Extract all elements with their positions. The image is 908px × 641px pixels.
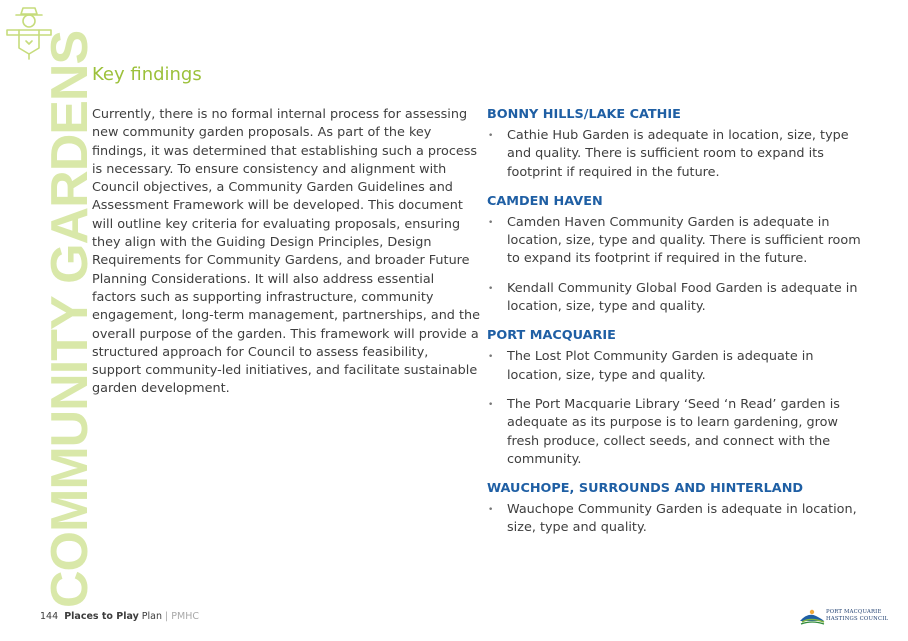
- council-logo-text: [826, 609, 888, 622]
- finding-list: [487, 214, 872, 316]
- document-title-suffix: Plan: [141, 611, 163, 622]
- finding-list: [487, 127, 872, 182]
- page-footer: [40, 611, 199, 622]
- list-item: • Wauchope Community Garden is adequate in location, size, type and quality.: [487, 501, 872, 538]
- section-title: WAUCHOPE, SURROUNDS AND HINTERLAND: [487, 481, 804, 497]
- vertical-title-text: COMMUNITY GARDENS: [41, 30, 99, 608]
- area-section-wauchope: [487, 480, 872, 538]
- logo-line-1: PORT MACQUARIE: [826, 609, 882, 615]
- logo-line-2: HASTINGS COUNCIL: [826, 615, 889, 622]
- section-title: PORT MACQUARIE: [487, 328, 616, 344]
- page-heading: Key findings: [92, 64, 202, 85]
- document-title: Places to Play: [64, 611, 139, 622]
- area-section-camden-haven: [487, 193, 872, 316]
- list-item: • Kendall Community Global Food Garden is adequate in location, size, type and quality.: [487, 280, 872, 317]
- area-section-bonny-hills: [487, 106, 872, 182]
- section-title: BONNY HILLS/LAKE CATHIE: [487, 107, 681, 122]
- finding-list: [487, 501, 872, 538]
- section-title: CAMDEN HAVEN: [487, 193, 603, 209]
- finding-list: [487, 348, 872, 469]
- list-item: • Cathie Hub Garden is adequate in location, size, type and quality. There is sufficient room to expand its footprint if required in the future.: [487, 127, 872, 182]
- vertical-section-title: [0, 30, 99, 610]
- findings-by-area: [487, 106, 872, 549]
- organisation-abbreviation: PMHC: [171, 611, 199, 622]
- list-item: • The Lost Plot Community Garden is adequate in location, size, type and quality.: [487, 348, 872, 385]
- list-item: • Camden Haven Community Garden is adequate in location, size, type and quality. There is sufficient room to expand its footprint if required in the future.: [487, 214, 872, 269]
- area-section-port-macquarie: [487, 327, 872, 469]
- page-number: 144: [40, 611, 59, 622]
- footer-separator: |: [165, 611, 169, 622]
- body-paragraph: Currently, there is no formal internal process for assessing new community garden proposals. As part of the key findings, it was determined that establishing such a process is necessary. To ensure consistency and alignment with Council objectives, a Community Garden Guidelines and Assessment Framework will be developed. This document will outline key criteria for evaluating proposals, ensuring they align with the Guiding Design Principles, Design Requirements for Community Gardens, and broader Future Planning Considerations. It will also address essential factors such as supporting infrastructure, community engagement, long-term management, partnerships, and the overall purpose of the garden. This framework will provide a structured approach for Council to assess feasibility, support community-led initiatives, and facilitate sustainable garden development.: [92, 107, 480, 397]
- list-item: • The Port Macquarie Library ‘Seed ‘n Read’ garden is adequate as its purpose is to learn gardening, grow fresh produce, collect seeds, and connect with the community.: [487, 396, 872, 469]
